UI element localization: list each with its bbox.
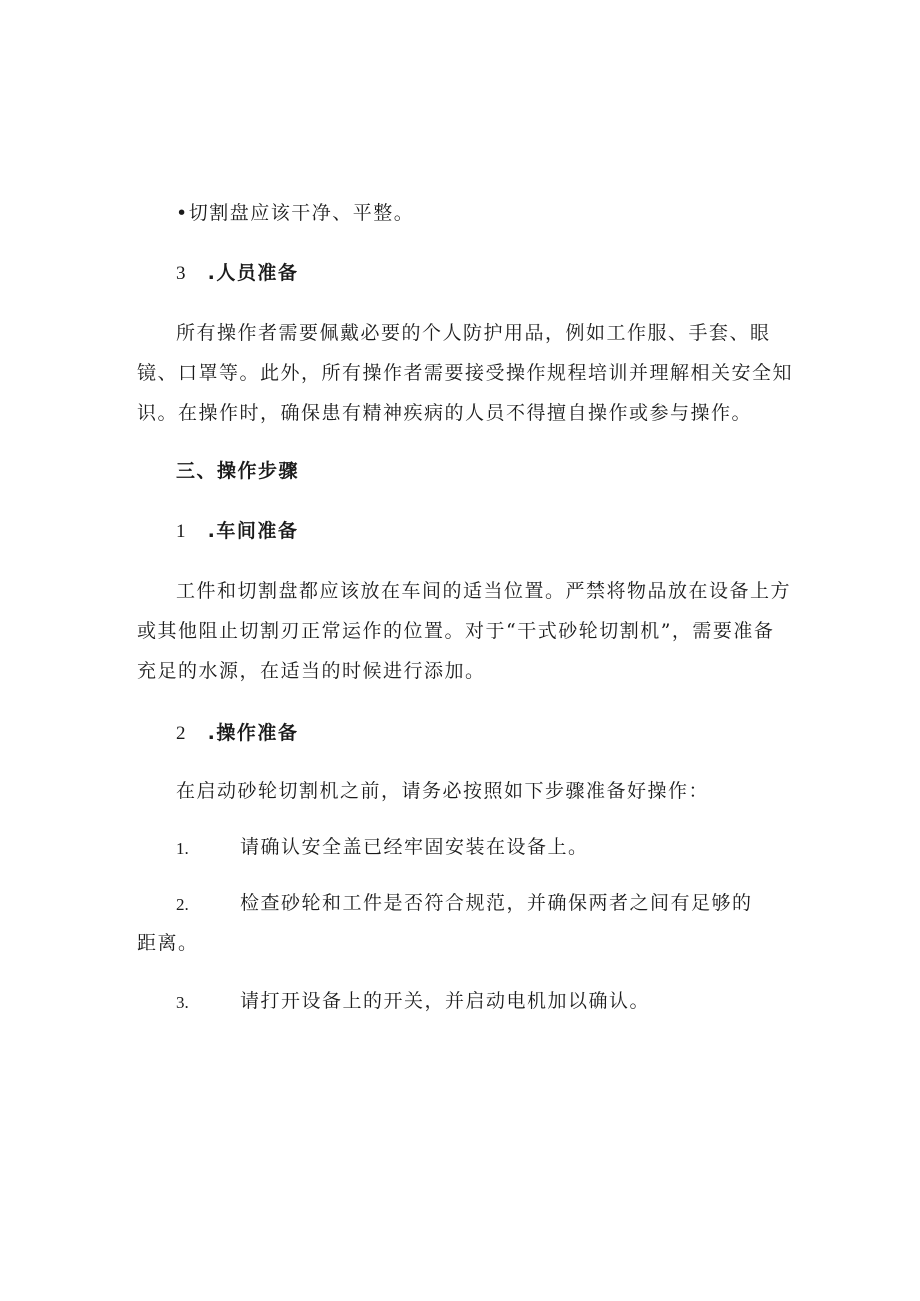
list-item-2-number: 2. xyxy=(176,895,189,914)
step-2-heading xyxy=(176,721,298,746)
step-2-title: .操作准备 xyxy=(207,722,299,744)
step-2-intro: 在启动砂轮切割机之前，请务必按照如下步骤准备好操作： xyxy=(176,780,710,802)
bullet-line: •切割盘应该干净、平整。 xyxy=(176,202,415,224)
step-1-number: 1 xyxy=(176,521,186,542)
section-3-heading xyxy=(176,261,298,286)
section-3-number: 3 xyxy=(176,263,186,284)
list-item-3-number: 3. xyxy=(176,993,189,1012)
list-item-3-text: 请打开设备上的开关，并启动电机加以确认。 xyxy=(240,990,651,1012)
step-1-paragraph-line-3: 充足的水源，在适当的时候进行添加。 xyxy=(137,660,486,682)
step-1-paragraph-line-2: 或其他阻止切割刃正常运作的位置。对于“干式砂轮切割机”，需要准备 xyxy=(137,620,775,642)
section-3-paragraph-line-3: 识。在操作时，确保患有精神疾病的人员不得擅自操作或参与操作。 xyxy=(137,402,753,424)
step-1-paragraph-line-1: 工件和切割盘都应该放在车间的适当位置。严禁将物品放在设备上方 xyxy=(176,580,792,602)
section-3-paragraph-line-1: 所有操作者需要佩戴必要的个人防护用品，例如工作服、手套、眼 xyxy=(176,322,771,344)
section-3-title: .人员准备 xyxy=(207,262,299,284)
step-2-number: 2 xyxy=(176,723,186,744)
list-item-2-text: 检查砂轮和工件是否符合规范，并确保两者之间有足够的 xyxy=(240,892,753,914)
section-3-paragraph-line-2: 镜、口罩等。此外，所有操作者需要接受操作规程培训并理解相关安全知 xyxy=(137,362,794,384)
list-item-2-continuation: 距离。 xyxy=(137,932,199,954)
step-1-heading xyxy=(176,519,298,544)
chapter-3-title: 三、操作步骤 xyxy=(176,460,300,482)
list-item-1-text: 请确认安全盖已经牢固安装在设备上。 xyxy=(240,836,589,858)
step-1-title: .车间准备 xyxy=(207,520,299,542)
list-item-1-number: 1. xyxy=(176,839,189,858)
